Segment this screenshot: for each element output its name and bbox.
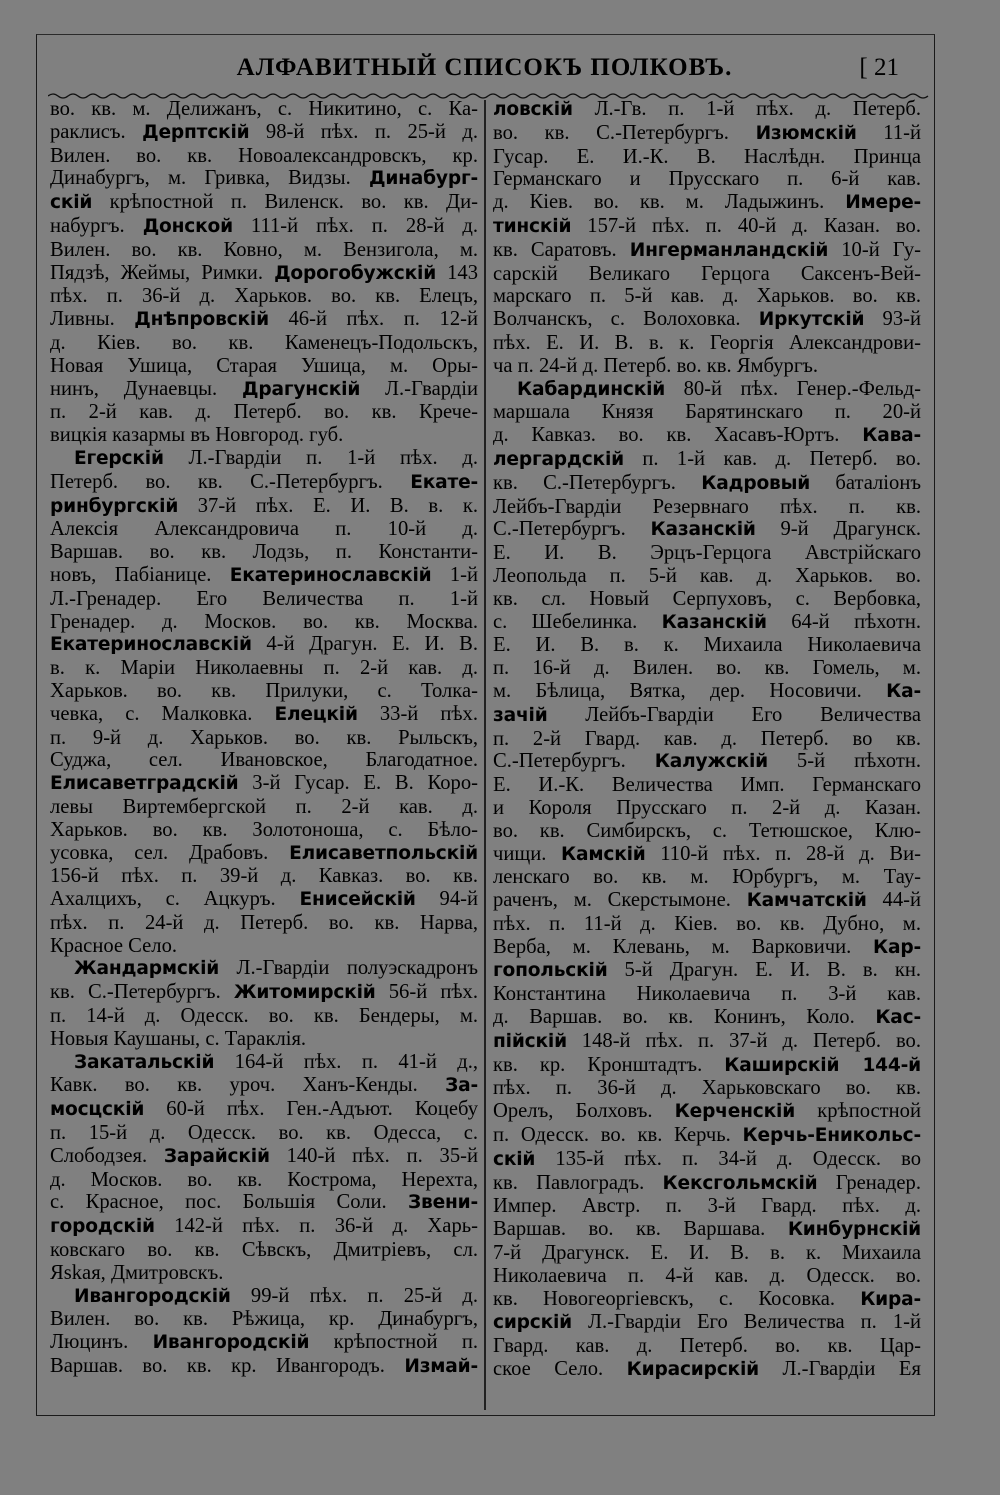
text-line: Петерб. во. кв. С.-Петербургъ. Екате- xyxy=(50,470,478,493)
regiment-name: Иркутскій xyxy=(758,309,865,331)
text-line: Кавк. во. кв. уроч. Ханъ-Кенды. За- xyxy=(50,1074,478,1097)
text-line: Л.-Гренадер. Его Величества п. 1-й xyxy=(50,587,478,610)
text-line: скій крѣпостной п. Виленск. во. кв. Ди- xyxy=(50,191,478,214)
text-line: во. кв. С.-Петербургъ. Изюмскій 11-й xyxy=(493,121,922,144)
text-line: пѣх. п. 11-й д. Кіев. во. кв. Дубно, м. xyxy=(493,912,921,935)
text-line: Вилен. во. кв. Ковно, м. Вензигола, м. xyxy=(50,238,478,261)
text-line: с. Шебелинка. Казанскій 64-й пѣхотн. xyxy=(493,610,921,633)
regiment-name: Кира- xyxy=(860,1288,921,1310)
text-line: раклисъ. Дерптскій 98-й пѣх. п. 25-й д. xyxy=(50,120,478,143)
text-line: Гусар. Е. И.-К. В. Наслѣдн. Принца xyxy=(493,145,921,168)
text-line: п. Одесск. во. кв. Керчь. Керчь-Еникольс- xyxy=(493,1124,921,1147)
text-line: новъ, Пабіанице. Екатеринославскій 1-й xyxy=(50,563,479,586)
text-line: зачій Лейбъ-Гвардіи Его Величества xyxy=(493,703,921,726)
text-line: ковскаго во. кв. Сѣвскъ, Дмитріевъ, сл. xyxy=(50,1239,478,1262)
text-line: Константина Николаевича п. 3-й кав. xyxy=(493,983,921,1006)
text-line: Пядзѣ, Жеймы, Римки. Дорогобужскій 143 xyxy=(50,261,479,284)
regiment-name: Драгунскій xyxy=(242,378,361,400)
regiment-name: Елисаветпольскій xyxy=(289,842,478,864)
text-line: Николаевича п. 4-й кав. д. Одесск. во. xyxy=(493,1264,921,1287)
text-line: кв. кр. Кронштадтъ. Каширскій 144-й xyxy=(493,1053,921,1076)
running-header xyxy=(36,46,933,86)
regiment-name: Закатальскій xyxy=(74,1051,215,1073)
text-line: с. Красное, пос. Большія Соли. Звени- xyxy=(50,1191,478,1214)
text-line: тинскій 157-й пѣх. п. 40-й д. Казан. во. xyxy=(493,214,921,237)
regiment-name: Кадровый xyxy=(701,472,811,494)
regiment-name: ринбургскій xyxy=(50,495,179,517)
regiment-name: гопольскій xyxy=(493,960,608,982)
regiment-name: пійскій xyxy=(493,1030,567,1052)
text-line: Кабардинскій 80-й пѣх. Генер.-Фельд- xyxy=(517,377,921,400)
regiment-name: Дерптскій xyxy=(142,121,250,143)
text-line: Закатальскій 164-й пѣх. п. 41-й д., xyxy=(74,1050,478,1073)
regiment-name: Ивангородскій xyxy=(152,1332,310,1354)
text-line: Варшав. во. кв. Лодзь, п. Константи- xyxy=(50,541,478,564)
text-line: Орелъ, Болховъ. Керченскій крѣпостной xyxy=(493,1100,921,1123)
regiment-name: Казанскій xyxy=(650,519,756,541)
regiment-name: За- xyxy=(445,1075,478,1097)
text-line: Варшав. во. кв. кр. Ивангородъ. Измай- xyxy=(50,1355,478,1378)
regiment-name: Динабург- xyxy=(368,168,478,190)
regiment-name: Елисаветградскій xyxy=(50,773,239,795)
text-line: кв. Новогеоргіевскъ, с. Косовка. Кира- xyxy=(493,1287,921,1310)
text-line: п. 16-й д. Вилен. во. кв. Гомель, м. xyxy=(493,657,921,680)
text-line: Импер. Австр. п. 3-й Гвард. пѣх. д. xyxy=(493,1195,921,1218)
column-divider xyxy=(484,100,486,1410)
text-line: во. кв. м. Делижанъ, с. Никитино, с. Ка- xyxy=(50,98,478,120)
left-column xyxy=(50,98,478,1379)
text-line: Е. И. В. в. к. Михаила Николаевича xyxy=(493,634,921,657)
regiment-name: Екатеринославскій xyxy=(50,634,252,656)
regiment-name: Дорогобужскій xyxy=(274,262,437,284)
text-line: марскаго п. 5-й кав. д. Харьков. во. кв. xyxy=(493,285,921,308)
regiment-name: Камчатскій xyxy=(746,890,867,912)
regiment-name: Камскій xyxy=(561,843,646,865)
text-line: Гвард. кав. д. Петерб. во. кв. Цар- xyxy=(493,1335,921,1358)
regiment-name: сирскій xyxy=(493,1312,573,1334)
regiment-name: Каширскій 144-й xyxy=(724,1054,921,1076)
text-line: Леопольда п. 5-й кав. д. Харьков. во. xyxy=(493,564,921,587)
regiment-name: скій xyxy=(50,192,93,214)
text-line: пійскій 148-й пѣх. п. 37-й д. Петерб. во. xyxy=(493,1029,921,1052)
text-line: д. Кіев. во. кв. м. Ладыжинъ. Имере- xyxy=(493,191,921,214)
regiment-name: Жандармскій xyxy=(74,958,220,980)
text-line: ловскій Л.-Гв. п. 1-й пѣх. д. Петерб. xyxy=(493,98,921,120)
regiment-name: Керчь-Еникольс- xyxy=(742,1125,921,1147)
text-line: Новыя Каушаны, с. Тараклія. xyxy=(50,1027,307,1050)
text-line: Ахалцихъ, с. Ацкуръ. Енисейскій 94-й xyxy=(50,888,478,911)
regiment-name: Елецкій xyxy=(274,703,358,725)
text-line: Ивангородскій 99-й пѣх. п. 25-й д. xyxy=(74,1284,478,1307)
regiment-name: Ивангородскій xyxy=(74,1285,231,1307)
regiment-name: Кас- xyxy=(875,1007,921,1029)
regiment-name: Изюмскій xyxy=(755,122,857,144)
text-line: Вилен. во. кв. Новоалександровскъ, кр. xyxy=(50,144,478,167)
regiment-name: Ка- xyxy=(886,680,921,702)
regiment-name: скій xyxy=(493,1148,536,1170)
text-line: п. 15-й д. Одесск. во. кв. Одесса, с. xyxy=(50,1122,478,1145)
regiment-name: Звени- xyxy=(408,1192,478,1214)
regiment-name: Житомирскій xyxy=(233,982,376,1004)
text-line: кв. Саратовъ. Ингерманландскій 10-й Гу- xyxy=(493,238,921,261)
text-line: Гренадер. д. Москов. во. кв. Москва. xyxy=(50,610,478,633)
regiment-name: Кексгольмскій xyxy=(662,1172,818,1194)
regiment-name: Кабардинскій xyxy=(517,378,666,400)
text-line: городскій 142-й пѣх. п. 36-й д. Харь- xyxy=(50,1215,478,1238)
text-line: раченъ, м. Скерстымоне. Камчатскій 44-й xyxy=(493,889,921,912)
text-line: Суджа, сел. Ивановское, Благодатное. xyxy=(50,749,478,772)
regiment-name: тинскій xyxy=(493,215,572,237)
regiment-name: Екатеринославскій xyxy=(229,564,432,586)
text-line: Люцинъ. Ивангородскій крѣпостной п. xyxy=(50,1331,478,1354)
text-line: левы Виртембергской п. 2-й кав. д. xyxy=(50,795,478,818)
text-line: нинъ, Дунаевцы. Драгунскій Л.-Гвардіи xyxy=(50,377,478,400)
text-line: Е. И. В. Эрцъ-Герцога Австрійскаго xyxy=(493,542,921,565)
page-number: [ 21 xyxy=(859,54,899,81)
text-line: и Короля Прусскаго п. 2-й д. Казан. xyxy=(493,796,921,819)
text-line: скій 135-й пѣх. п. 34-й д. Одесск. во xyxy=(493,1147,921,1170)
text-line: Харьков. во. кв. Золотоноша, с. Бѣло- xyxy=(50,818,478,841)
text-line: Елисаветградскій 3-й Гусар. Е. В. Коро- xyxy=(50,772,478,795)
text-line: Верба, м. Клевань, м. Варковичи. Кар- xyxy=(493,935,921,958)
text-line: усовка, сел. Драбовъ. Елисаветпольскій xyxy=(50,841,478,864)
text-line: Варшав. во. кв. Варшава. Кинбурнскій xyxy=(493,1218,921,1241)
text-line: д. Кавказ. во. кв. Хасавъ-Юртъ. Кава- xyxy=(493,424,921,447)
text-line: Жандармскій Л.-Гвардіи полуэскадронъ xyxy=(74,957,478,980)
page-title: АЛФАВИТНЫЙ СПИСОКЪ ПОЛКОВЪ. xyxy=(236,54,733,81)
text-line: п. 14-й д. Одесск. во. кв. Бендеры, м. xyxy=(50,1005,478,1028)
text-line: п. 9-й д. Харьков. во. кв. Рыльскъ, xyxy=(50,726,478,749)
text-line: Динабургъ, м. Гривка, Видзы. Динабург- xyxy=(50,167,478,190)
regiment-name: Керченскій xyxy=(674,1101,796,1123)
text-line: Слободзея. Зарайскій 140-й пѣх. п. 35-й xyxy=(50,1144,478,1167)
regiment-name: Казанскій xyxy=(661,611,767,633)
text-line: мосцскій 60-й пѣх. Ген.-Адъют. Коцебу xyxy=(50,1098,478,1121)
text-line: С.-Петербургъ. Казанскій 9-й Драгунск. xyxy=(493,518,921,541)
text-line: Харьков. во. кв. Прилуки, с. Толка- xyxy=(50,679,478,702)
regiment-name: Екате- xyxy=(410,471,478,493)
text-line: в. к. Маріи Николаевны п. 2-й кав. д. xyxy=(50,657,478,680)
regiment-name: Зарайскій xyxy=(163,1145,270,1167)
text-line: Екатеринославскій 4-й Драгун. Е. И. В. xyxy=(50,633,478,656)
text-line: Волчанскъ, с. Волоховка. Иркутскій 93-й xyxy=(493,308,922,331)
regiment-name: лергардскій xyxy=(493,448,624,470)
text-line: Красное Село. xyxy=(50,934,178,957)
regiment-name: Кар- xyxy=(873,936,921,958)
regiment-name: Донской xyxy=(142,215,233,237)
regiment-name: ловскій xyxy=(493,99,573,120)
text-line: пѣх. п. 36-й д. Харьков. во. кв. Елецъ, xyxy=(50,285,478,308)
text-line: С.-Петербургъ. Калужскій 5-й пѣхотн. xyxy=(493,750,922,773)
text-line: сарскій Великаго Герцога Саксенъ-Вей- xyxy=(493,262,921,285)
text-line: чевка, с. Малковка. Елецкій 33-й пѣх. xyxy=(50,702,478,725)
regiment-name: Енисейскій xyxy=(299,889,416,911)
regiment-name: зачій xyxy=(493,704,548,726)
right-column xyxy=(493,98,921,1382)
regiment-name: Кирасирскій xyxy=(626,1359,759,1381)
regiment-name: Имере- xyxy=(845,192,921,214)
text-line: пѣх. Е. И. В. в. к. Георгія Александрови- xyxy=(493,331,921,354)
regiment-name: Измай- xyxy=(404,1356,478,1378)
text-line: Германскаго и Прусскаго п. 6-й кав. xyxy=(493,168,921,191)
text-line: сирскій Л.-Гвардіи Его Величества п. 1-й xyxy=(493,1311,921,1334)
regiment-name: Калужскій xyxy=(654,751,768,773)
text-line: д. Кіев. во. кв. Каменецъ-Подольскъ, xyxy=(50,331,478,354)
text-line: Егерскій Л.-Гвардіи п. 1-й пѣх. д. xyxy=(74,446,478,469)
text-line: пѣх. п. 24-й д. Петерб. во. кв. Нарва, xyxy=(50,911,478,934)
text-line: чищи. Камскій 110-й пѣх. п. 28-й д. Ви- xyxy=(493,842,921,865)
text-line: п. 2-й кав. д. Петерб. во. кв. Крече- xyxy=(50,401,478,424)
text-line: Ливны. Днѣпровскій 46-й пѣх. п. 12-й xyxy=(50,308,478,331)
text-line: п. 2-й Гвард. кав. д. Петерб. во кв. xyxy=(493,727,921,750)
text-line: Новая Ушица, Старая Ушица, м. Оры- xyxy=(50,354,478,377)
regiment-name: мосцскій xyxy=(50,1099,145,1121)
text-line: Яskaя, Дмитровскъ. xyxy=(50,1261,224,1284)
regiment-name: Днѣпровскій xyxy=(134,309,269,331)
text-line: Вилен. во. кв. Рѣжица, кр. Динабургъ, xyxy=(50,1308,478,1331)
regiment-name: Ингерманландскій xyxy=(629,239,829,261)
text-line: вицкія казармы въ Новгород. губ. xyxy=(50,424,344,447)
text-line: ленскаго во. кв. м. Юрбургъ, м. Тау- xyxy=(493,866,921,889)
text-line: кв. С.-Петербургъ. Житомирскій 56-й пѣх. xyxy=(50,981,478,1004)
text-line: д. Москов. во. кв. Кострома, Нерехта, xyxy=(50,1168,478,1191)
regiment-name: Егерскій xyxy=(74,447,164,469)
text-line: ское Село. Кирасирскій Л.-Гвардіи Ея xyxy=(493,1358,921,1381)
text-line: ринбургскій 37-й пѣх. Е. И. В. в. к. xyxy=(50,494,478,517)
text-line: кв. С.-Петербургъ. Кадровый баталіонъ xyxy=(493,471,921,494)
text-line: лергардскій п. 1-й кав. д. Петерб. во. xyxy=(493,447,921,470)
text-line: гопольскій 5-й Драгун. Е. И. В. в. кн. xyxy=(493,959,921,982)
text-line: ча п. 24-й д. Петерб. во. кв. Ямбургъ. xyxy=(493,354,819,377)
text-line: кв. Павлоградъ. Кексгольмскій Гренадер. xyxy=(493,1171,921,1194)
text-line: набургъ. Донской 111-й пѣх. п. 28-й д. xyxy=(50,214,479,237)
text-line: Е. И.-К. Величества Имп. Германскаго xyxy=(493,774,921,797)
text-line: во. кв. Симбирскъ, с. Тетюшское, Клю- xyxy=(493,819,921,842)
text-line: м. Бѣлица, Вятка, дер. Носовичи. Ка- xyxy=(493,679,921,702)
regiment-name: городскій xyxy=(50,1216,155,1238)
text-line: Лейбъ-Гвардіи Резервнаго пѣх. п. кв. xyxy=(493,495,921,518)
text-line: кв. сл. Новый Серпуховъ, с. Вербовка, xyxy=(493,587,921,610)
text-line: 156-й пѣх. п. 39-й д. Кавказ. во. кв. xyxy=(50,865,478,888)
text-line: 7-й Драгунск. Е. И. В. в. к. Михаила xyxy=(493,1242,921,1265)
text-line: маршала Князя Барятинскаго п. 20-й xyxy=(493,401,921,424)
regiment-name: Кинбурнскій xyxy=(787,1219,921,1241)
text-line: Алексія Александровича п. 10-й д. xyxy=(50,518,478,541)
regiment-name: Кава- xyxy=(862,425,921,447)
text-line: д. Варшав. во. кв. Конинъ, Коло. Кас- xyxy=(493,1006,921,1029)
text-line: пѣх. п. 36-й д. Харьковскаго во. кв. xyxy=(493,1077,921,1100)
